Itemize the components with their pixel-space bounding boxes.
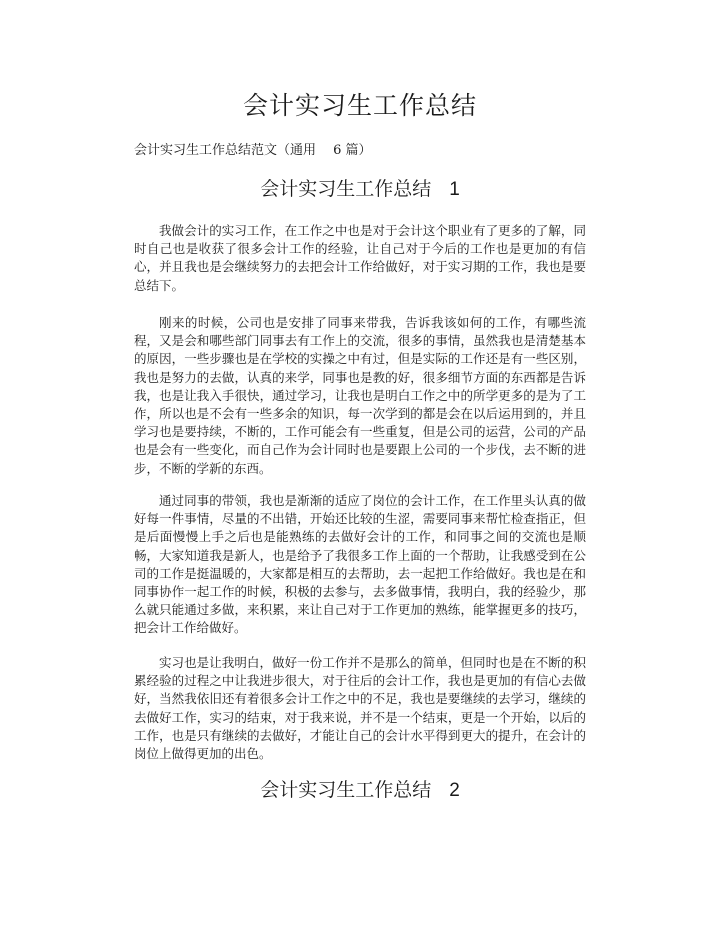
paragraph: 刚来的时候，公司也是安排了同事来带我，告诉我该如何的工作，有哪些流程，又是会和哪些部门同事去有工作上的交流，很多的事情，虽然我也是清楚基本的原因，一些步骤也是在学校的实操之中有过，但是实际的工作还是有一些区别，我也是努力的去做，认真的来学，同事也是教的好，很多细节方面的东西都是告诉我，也是让我入手很快，通过学习，让我也是明白工作之中的所学更多的是为了工作，所以也是不会有一些多余的知识，每一次学到的都是会在以后运用到的，并且学习也是要持续，不断的，工作可能会有一些重复，但是公司的运营，公司的产品也是会有一些变化，而自己作为会计同时也是要跟上公司的一个步伐，去不断的进步，不断的学新的东西。: [134, 315, 586, 476]
document-subtitle: 会计实习生工作总结范文（通用 6 篇）: [134, 143, 372, 158]
section-number: 1: [449, 179, 460, 200]
section-heading-2: [0, 776, 720, 805]
section-number: 2: [449, 780, 460, 801]
section-heading-text: 会计实习生工作总结: [260, 178, 432, 200]
section-heading-text: 会计实习生工作总结: [260, 779, 432, 801]
paragraph: 通过同事的带领，我也是渐渐的适应了岗位的会计工作，在工作里头认真的做好每一件事情，尽量的不出错，开始还比较的生涩，需要同事来帮忙检查指正，但是后面慢慢上手之后也是能熟练的去做好会计的工作，和同事之间的交流也是顺畅，大家知道我是新人，也是给予了我很多工作上面的一个帮助，让我感受到在公司的工作是挺温暖的，大家都是相互的去帮助，去一起把工作给做好。我也是在和同事协作一起工作的时候，积极的去参与，去多做事情，我明白，我的经验少，那么就只能通过多做，来积累，来让自己对于工作更加的熟练，能掌握更多的技巧，把会计工作给做好。: [134, 493, 586, 636]
paragraph: 实习也是让我明白，做好一份工作并不是那么的简单，但同时也是在不断的积累经验的过程之中让我进步很大，对于往后的会计工作，我也是更加的有信心去做好，当然我依旧还有着很多会计工作之中的不足，我也是要继续的去学习，继续的去做好工作，实习的结束，对于我来说，并不是一个结束，更是一个开始，以后的工作，也是只有继续的去做好，才能让自己的会计水平得到更大的提升，在会计的岗位上做得更加的出色。: [134, 655, 586, 762]
paragraph: 我做会计的实习工作，在工作之中也是对于会计这个职业有了更多的了解，同时自己也是收获了很多会计工作的经验，让自己对于今后的工作也是更加的有信心，并且我也是会继续努力的去把会计工作给做好，对于实习期的工作，我也是要总结下。: [134, 223, 586, 293]
document-title: 会计实习生工作总结: [242, 91, 477, 120]
section-heading-1: [0, 175, 720, 204]
